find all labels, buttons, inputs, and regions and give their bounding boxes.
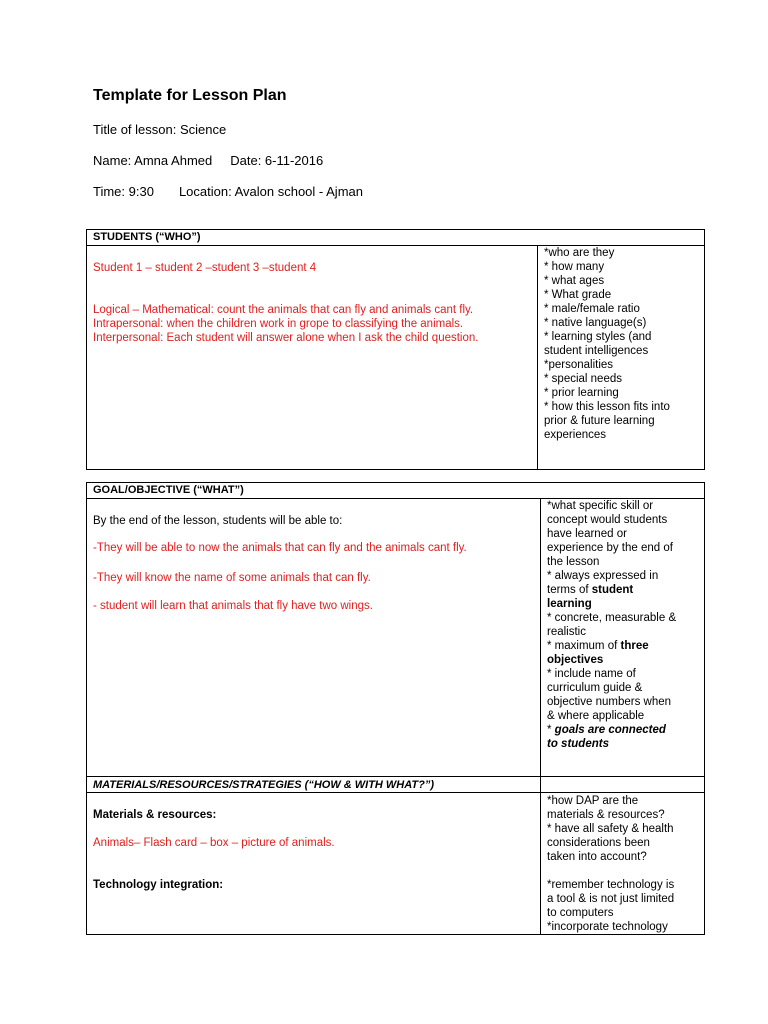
intelligence-line: Interpersonal: Each student will answer alone when I ask the child question.	[93, 332, 479, 344]
lesson-time: Time: 9:30	[93, 184, 154, 199]
guide-line: & where applicable	[547, 710, 645, 722]
guide-line: * include name of	[547, 668, 636, 680]
guide-line: to students	[547, 738, 609, 750]
name-date-line	[93, 153, 323, 168]
technology-label: Technology integration:	[93, 879, 224, 891]
guide-line: * prior learning	[544, 387, 619, 399]
guide-text: terms of	[547, 584, 592, 596]
guide-line: * special needs	[544, 373, 622, 385]
materials-heading: MATERIALS/RESOURCES/STRATEGIES (“HOW & WITH WHAT?”)	[93, 779, 434, 791]
objective-line: - student will learn that animals that fly have two wings.	[93, 600, 373, 612]
resources-list: Animals– Flash card – box – picture of animals.	[93, 837, 335, 849]
guide-line: *how DAP are the	[547, 795, 639, 807]
guide-line: considerations been	[547, 837, 650, 849]
guide-line: to computers	[547, 907, 614, 919]
lesson-location: Location: Avalon school - Ajman	[178, 184, 363, 199]
guide-line: objectives	[547, 654, 604, 666]
guide-line: * What grade	[544, 289, 612, 301]
guide-line: objective numbers when	[547, 696, 672, 708]
guide-line: *remember technology is	[547, 879, 675, 891]
guide-line	[547, 723, 676, 737]
guide-emphasis: three	[620, 640, 649, 652]
goal-materials-table	[86, 482, 705, 935]
row-divider	[87, 776, 704, 777]
time-location-line	[93, 184, 363, 199]
guide-emphasis: student	[591, 584, 634, 596]
guide-line	[547, 639, 676, 653]
guide-line	[547, 583, 676, 597]
column-divider	[540, 498, 541, 935]
guide-emphasis: goals are connected	[554, 724, 666, 736]
guide-line: * native language(s)	[544, 317, 647, 329]
student-list: Student 1 – student 2 –student 3 –student 4	[93, 262, 317, 274]
guide-line: the lesson	[547, 556, 600, 568]
intelligence-line: Logical – Mathematical: count the animals that can fly and animals cant fly.	[93, 304, 474, 316]
guide-line: taken into account?	[547, 851, 647, 863]
objective-line: -They will know the name of some animals that can fly.	[93, 572, 371, 584]
guide-line: * always expressed in	[547, 570, 659, 582]
guide-line: * how many	[544, 261, 605, 273]
column-divider	[537, 245, 538, 470]
guide-line: * how this lesson fits into	[544, 401, 670, 413]
resources-label: Materials & resources:	[93, 809, 217, 821]
guide-line: * what ages	[544, 275, 605, 287]
guide-line: * concrete, measurable &	[547, 612, 677, 624]
guide-line: curriculum guide &	[547, 682, 643, 694]
goal-header-row	[87, 483, 704, 499]
students-heading: STUDENTS (“WHO”)	[93, 231, 201, 243]
guide-line: student intelligences	[544, 345, 649, 357]
guide-line: experience by the end of	[547, 542, 673, 554]
goal-guide	[547, 499, 676, 751]
guide-line: * learning styles (and	[544, 331, 652, 343]
students-table	[86, 229, 705, 470]
guide-line: *personalities	[544, 359, 614, 371]
guide-line: *incorporate technology	[547, 921, 668, 933]
lesson-date: Date: 6-11-2016	[230, 153, 324, 168]
document-title: Template for Lesson Plan	[93, 87, 287, 104]
guide-text: *	[547, 724, 555, 736]
goal-heading: GOAL/OBJECTIVE (“WHAT”)	[93, 484, 244, 496]
guide-line: realistic	[547, 626, 586, 638]
guide-line: materials & resources?	[547, 809, 665, 821]
guide-line: prior & future learning	[544, 415, 655, 427]
lesson-title-line: Title of lesson: Science	[93, 122, 227, 137]
guide-line: experiences	[544, 429, 607, 441]
intelligence-line: Intrapersonal: when the children work in grope to classifying the animals.	[93, 318, 464, 330]
students-header-row	[87, 230, 704, 246]
guide-line: *who are they	[544, 247, 615, 259]
guide-line: *what specific skill or	[547, 500, 654, 512]
goal-intro: By the end of the lesson, students will be able to:	[93, 515, 343, 527]
guide-text: * maximum of	[547, 640, 621, 652]
objective-line: -They will be able to now the animals that can fly and the animals cant fly.	[93, 542, 467, 554]
guide-line: a tool & is not just limited	[547, 893, 675, 905]
teacher-name: Name: Amna Ahmed	[93, 153, 213, 168]
guide-line: * have all safety & health	[547, 823, 674, 835]
row-divider	[87, 792, 704, 793]
guide-line: learning	[547, 598, 592, 610]
students-guide	[544, 246, 670, 442]
materials-guide	[547, 794, 674, 934]
guide-line: have learned or	[547, 528, 627, 540]
guide-line: * male/female ratio	[544, 303, 640, 315]
guide-line	[547, 864, 674, 878]
guide-line: concept would students	[547, 514, 668, 526]
